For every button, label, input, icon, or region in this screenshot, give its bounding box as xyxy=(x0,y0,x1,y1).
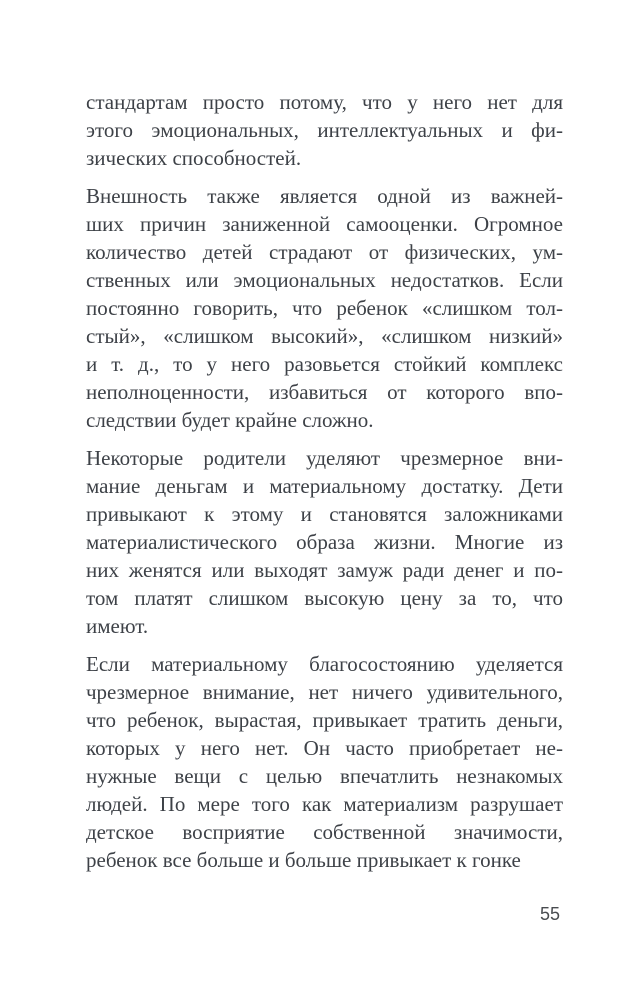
text-line: следствии будет крайне сложно. xyxy=(86,408,374,432)
paragraph xyxy=(86,650,563,874)
body-text xyxy=(86,88,563,874)
text-line: ственных или эмоциональных недостатков. Если xyxy=(86,268,563,292)
text-line: ребенок все больше и больше привыкает к гонке xyxy=(86,848,521,872)
text-line: стый», «слишком высокий», «слишком низкий» xyxy=(86,324,563,348)
text-line: имеют. xyxy=(86,614,149,638)
paragraph xyxy=(86,182,563,434)
text-line: неполноценности, избавиться от которого впо- xyxy=(86,380,563,404)
page-number: 55 xyxy=(539,904,560,924)
text-line: детское восприятие собственной значимости, xyxy=(86,820,563,844)
text-line: том платят слишком высокую цену за то, что xyxy=(86,586,563,610)
paragraph xyxy=(86,88,563,172)
text-line: чрезмерное внимание, нет ничего удивительного, xyxy=(86,680,563,704)
text-line: что ребенок, вырастая, привыкает тратить деньги, xyxy=(86,708,563,732)
text-line: которых у него нет. Он часто приобретает не- xyxy=(86,736,563,760)
text-line: Если материальному благосостоянию уделяется xyxy=(86,652,563,676)
text-line: Некоторые родители уделяют чрезмерное вни- xyxy=(86,446,563,470)
text-line: ших причин заниженной самооценки. Огромное xyxy=(86,212,563,236)
text-line: количество детей страдают от физических, ум- xyxy=(86,240,563,264)
text-line: привыкают к этому и становятся заложниками xyxy=(86,502,563,526)
text-line: этого эмоциональных, интеллектуальных и фи- xyxy=(86,118,563,142)
paragraph xyxy=(86,444,563,640)
text-line: мание деньгам и материальному достатку. Дети xyxy=(86,474,563,498)
text-line: зических способностей. xyxy=(86,146,302,170)
text-line: постоянно говорить, что ребенок «слишком тол- xyxy=(86,296,563,320)
text-line: людей. По мере того как материализм разрушает xyxy=(86,792,563,816)
text-line: Внешность также является одной из важней- xyxy=(86,184,563,208)
text-line: материалистического образа жизни. Многие из xyxy=(86,530,563,554)
text-line: них женятся или выходят замуж ради денег и по- xyxy=(86,558,563,582)
text-line: нужные вещи с целью впечатлить незнакомых xyxy=(86,764,563,788)
text-line: и т. д., то у него разовьется стойкий комплекс xyxy=(86,352,563,376)
text-line: стандартам просто потому, что у него нет для xyxy=(86,90,563,114)
